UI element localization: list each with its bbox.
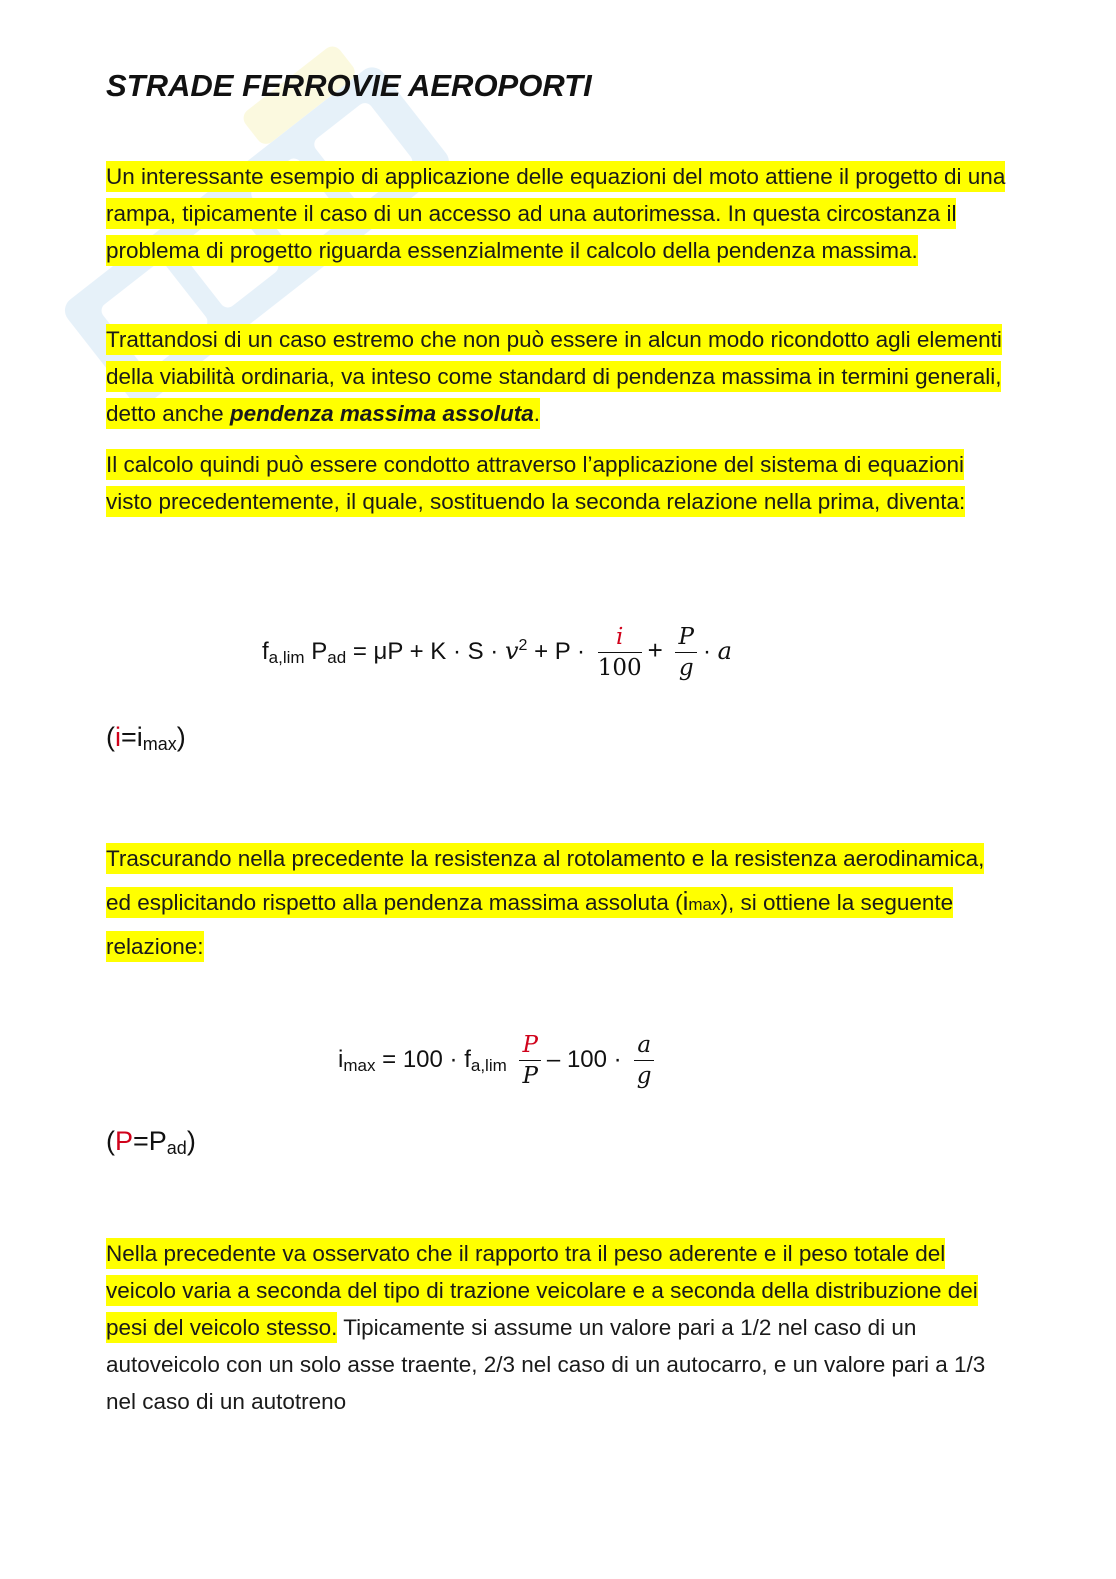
document-title: STRADE FERROVIE AEROPORTI — [106, 68, 592, 103]
highlighted-text: Nella precedente va osservato che il rapporto tra il peso aderente e il peso totale del veicolo varia a seconda del tipo di trazione veicolare e a seconda della distribuzione dei pesi del veicolo stesso. — [106, 1238, 978, 1343]
fraction-a-over-g: $\frac{a}{g}$ — [634, 1030, 654, 1091]
paragraph-weight-ratio — [106, 1235, 1006, 1420]
highlighted-text: Un interessante esempio di applicazione delle equazioni del moto attiene il progetto di una rampa, tipicamente il caso di un accesso ad una autorimessa. In questa circostanza il problema di progetto riguarda essenzialmente il calcolo della pendenza massima. — [106, 161, 1005, 266]
paragraph-simplification: Trascurando nella precedente la resistenza al rotolamento e la resistenza aerodinamica, ed esplicitando rispetto alla pendenza massima assoluta (imax), si ottiene la seguente relazione: — [106, 838, 1006, 968]
paragraph-calculation — [106, 446, 1006, 520]
condition-p-ad: (P=Pad) — [106, 1126, 196, 1158]
highlighted-text: Trascurando nella precedente la resistenza al rotolamento e la resistenza aerodinamica, ed esplicitando rispetto alla pendenza massima assoluta ( — [106, 846, 985, 915]
paragraph-definition: Trattandosi di un caso estremo che non può essere in alcun modo ricondotto agli elementi della viabilità ordinaria, va inteso come standard di pendenza massima in termini generali, detto anche pendenza massima assoluta. — [106, 321, 1006, 432]
paragraph-intro — [106, 158, 1006, 269]
highlighted-text: Trattandosi di un caso estremo che non può essere in alcun modo ricondotto agli elementi della viabilità ordinaria, va inteso come standard di pendenza massima in termini generali, detto anche — [106, 327, 1002, 426]
fraction-i-over-100: $\frac{i}{100}$ — [597, 624, 642, 681]
bold-term: pendenza massima assoluta — [229, 401, 534, 426]
highlighted-text: Il calcolo quindi può essere condotto attraverso l’applicazione del sistema di equazioni visto precedentemente, il quale, sostituendo la seconda relazione nella prima, diventa: — [106, 449, 965, 517]
equation-i-max: imax = 100 · fa,lim $\frac{P}{P}$ – 100 · $\frac{a}{g}$ — [338, 1030, 660, 1091]
plain-text: Tipicamente si assume un valore pari a 1/2 nel caso di un autoveicolo con un solo asse traente, 2/3 nel caso di un autocarro, e un valore pari a 1/3 nel caso di un autotreno — [106, 1315, 986, 1414]
condition-i-max: (i=imax) — [106, 722, 186, 754]
fraction-p-over-p: $\frac{P}{P}$ — [519, 1030, 540, 1091]
equation-motion: fa,lim Pad = $\mu P + K \cdot S \cdot v^2 + P$ · $\frac{i}{100}$ + $\frac{P}{g}$ · a — [262, 624, 732, 681]
fraction-p-over-g: $\frac{P}{g}$ — [675, 622, 696, 683]
